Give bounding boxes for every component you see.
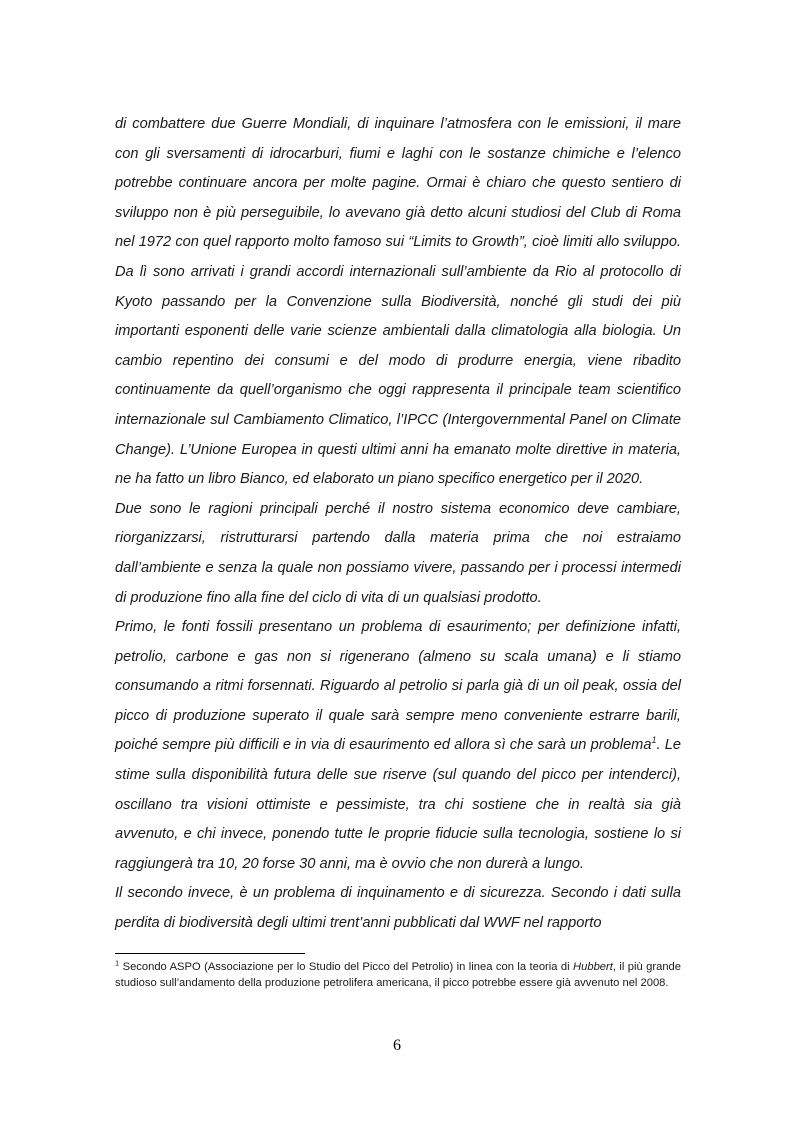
footnote-mark: 1 xyxy=(115,958,120,968)
main-text xyxy=(115,110,681,939)
paragraph-3-text-a: Primo, le fonti fossili presentano un problema di esaurimento; per definizione infatti, petrolio, carbone e gas non si rigenerano (almeno su scala umana) e li stiamo consumando a ritmi forsennati. Riguardo al petrolio si parla già di un oil peak, ossia del picco di produzione superato il quale sarà sempre meno conveniente estrarre barili, poiché sempre più difficili e in via di esaurimento ed allora sì che sarà un problema xyxy=(115,619,681,754)
paragraph-4: Il secondo invece, è un problema di inquinamento e di sicurezza. Secondo i dati sulla perdita di biodiversità degli ultimi trent’anni pubblicati dal WWF nel rapporto xyxy=(115,885,681,932)
page-number: 6 xyxy=(393,1037,401,1054)
paragraph-3 xyxy=(115,613,681,879)
footnote-text-a: Secondo ASPO (Associazione per lo Studio del Picco del Petrolio) in linea con la teoria di xyxy=(119,961,574,973)
footnote xyxy=(115,960,681,991)
footnote-reference[interactable]: 1 xyxy=(651,735,657,746)
paragraph-2: Due sono le ragioni principali perché il nostro sistema economico deve cambiare, riorganizzarsi, ristrutturarsi partendo dalla materia prima che noi estraiamo dall’ambiente e senza la quale non possiamo vivere, passando per i processi intermedi di produzione fino alla fine del ciclo di vita di un qualsiasi prodotto. xyxy=(115,500,681,606)
footnote-emphasis: Hubbert xyxy=(573,961,613,973)
paragraph-3-text-b: . Le stime sulla disponibilità futura delle sue riserve (sul quando del picco per intenderci), oscillano tra visioni ottimiste e pessimiste, tra chi sostiene che in realtà sia già avvenuto, e chi invece, ponendo tutte le proprie fiducie sulla tecnologia, sostiene lo si raggiungerà tra 10, 20 forse 30 anni, ma è ovvio che non durerà a lungo. xyxy=(115,737,682,872)
footnote-separator xyxy=(115,953,305,954)
footnote-text-b: , il più grande studioso sull’andamento della produzione petrolifera americana, il picco potrebbe essere già avvenuto nel 2008. xyxy=(115,961,681,989)
paragraph-1: di combattere due Guerre Mondiali, di inquinare l’atmosfera con le emissioni, il mare con gli sversamenti di idrocarburi, fiumi e laghi con le sostanze chimiche e l’elenco potrebbe continuare ancora per molte pagine. Ormai è chiaro che questo sentiero di sviluppo non è più perseguibile, lo avevano già detto alcuni studiosi del Club di Roma nel 1972 con quel rapporto molto famoso sui “Limits to Growth”, cioè limiti allo sviluppo. Da lì sono arrivati i grandi accordi internazionali sull’ambiente da Rio al protocollo di Kyoto passando per la Convenzione sulla Biodiversità, nonché gli studi dei più importanti esponenti delle varie scienze ambientali dalla climatologia alla biologia. Un cambio repentino dei consumi e del modo di produrre energia, viene ribadito continuamente da quell’organismo che oggi rappresenta il principale team scientifico internazionale sul Cambiamento Climatico, l’IPCC (Intergovernmental Panel on Climate Change). L’Unione Europea in questi ultimi anni ha emanato molte direttive in materia, ne ha fatto un libro Bianco, ed elaborato un piano specifico energetico per il 2020. xyxy=(115,116,681,488)
